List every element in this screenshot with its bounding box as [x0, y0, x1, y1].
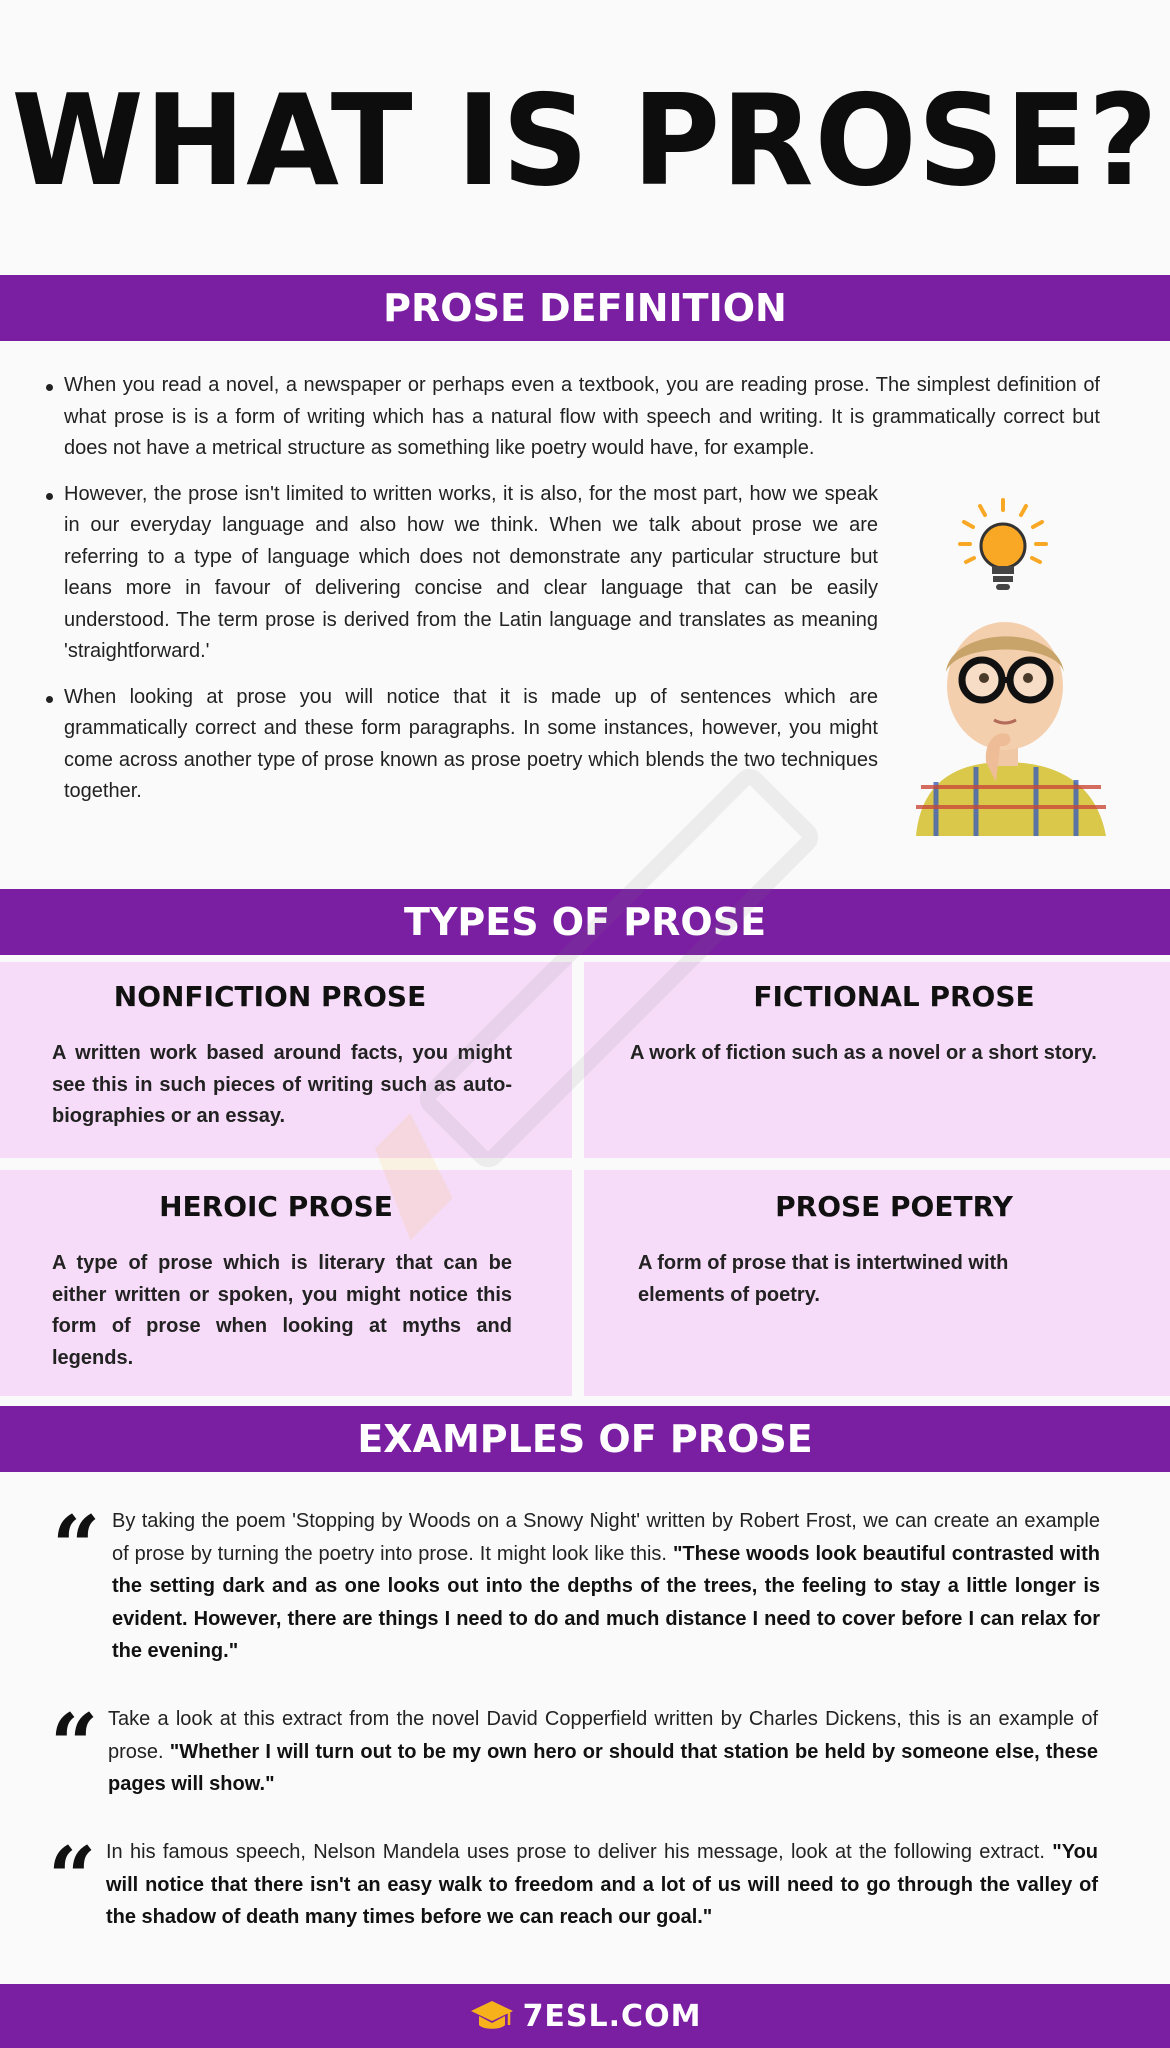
example-intro: Take a look at this extract from the novel David Copperfield written by Charles Dickens, this is an example of prose. — [108, 1708, 1098, 1763]
quote-icon: “ — [52, 1497, 101, 1596]
example-text — [106, 1836, 1098, 1934]
graduation-cap-icon — [469, 1999, 515, 2033]
footer-brand[interactable]: 7ESL.COM — [522, 1998, 702, 2034]
type-card-nonfiction — [0, 962, 572, 1158]
thinking-boy-illustration — [896, 612, 1114, 836]
type-card-text: A work of fiction such as a novel or a short story. — [630, 1042, 1097, 1064]
type-card-title: NONFICTION PROSE — [113, 980, 427, 1013]
footer — [0, 1984, 1170, 2048]
type-card-title: HEROIC PROSE — [159, 1190, 393, 1223]
definition-item-2: However, the prose isn't limited to written works, it is also, for the most part, how we speak in our everyday language and also how we think. When we talk about prose we are referring to a type of language which does not demonstrate any particular structure but leans more in favour of delivering concise and clear language that can be easily understood. The term prose is derived from the Latin language and translates as meaning 'straightforward.' — [44, 479, 878, 668]
section-heading-definition: PROSE DEFINITION — [0, 275, 1170, 341]
example-intro: In his famous speech, Nelson Mandela uses prose to deliver his message, look at the following extract. — [106, 1841, 1045, 1863]
type-card-fictional — [584, 962, 1170, 1158]
example-quote: "Whether I will turn out to be my own hero or should that station be held by someone else, these pages will show." — [108, 1740, 1098, 1795]
quote-icon: “ — [50, 1695, 99, 1794]
type-card-title: PROSE POETRY — [775, 1190, 1013, 1223]
definition-item-1: When you read a novel, a newspaper or perhaps even a textbook, you are reading prose. The simplest definition of what prose is is a form of writing which has a natural flow with speech and writing. It is grammatically correct but does not have a metrical structure as something like poetry would have, for example. — [44, 370, 1100, 465]
example-text — [112, 1505, 1100, 1668]
type-card-title: FICTIONAL PROSE — [753, 980, 1035, 1013]
example-quote: "You will notice that there isn't an easy walk to freedom and a lot of us will need to go through the valley of the shadow of death many times before we can reach our goal." — [106, 1841, 1099, 1928]
type-card-text: A type of prose which is literary that can be either written or spoken, you might notice this form of prose when looking at myths and legends. — [52, 1252, 512, 1369]
lightbulb-icon — [958, 498, 1048, 594]
type-card-text: A form of prose that is intertwined with elements of poetry. — [638, 1252, 1009, 1306]
section-heading-types: TYPES OF PROSE — [0, 889, 1170, 955]
type-card-text: A written work based around facts, you might see this in such pieces of writing such as auto-biographies or an essay. — [52, 1042, 512, 1127]
type-card-heroic — [0, 1170, 572, 1396]
page-title: WHAT IS PROSE? — [11, 68, 1159, 215]
example-quote: "These woods look beautiful contrasted with the setting dark and as one looks out into the depths of the trees, the feeling to stay a little longer is evident. However, there are things I need to do and much distance I need to cover before I can relax for the evening." — [112, 1542, 1100, 1662]
section-heading-examples: EXAMPLES OF PROSE — [0, 1406, 1170, 1472]
example-intro: By taking the poem 'Stopping by Woods on a Snowy Night' written by Robert Frost, we can create an example of prose by turning the poetry into prose. It might look like this. — [112, 1510, 1100, 1565]
definition-item-3: When looking at prose you will notice that it is made up of sentences which are grammatically correct and these form paragraphs. In some instances, however, you might come across another type of prose known as prose poetry which blends the two techniques together. — [44, 682, 878, 808]
example-text — [108, 1703, 1098, 1801]
type-card-prose-poetry — [584, 1170, 1170, 1396]
quote-icon: “ — [48, 1828, 97, 1927]
